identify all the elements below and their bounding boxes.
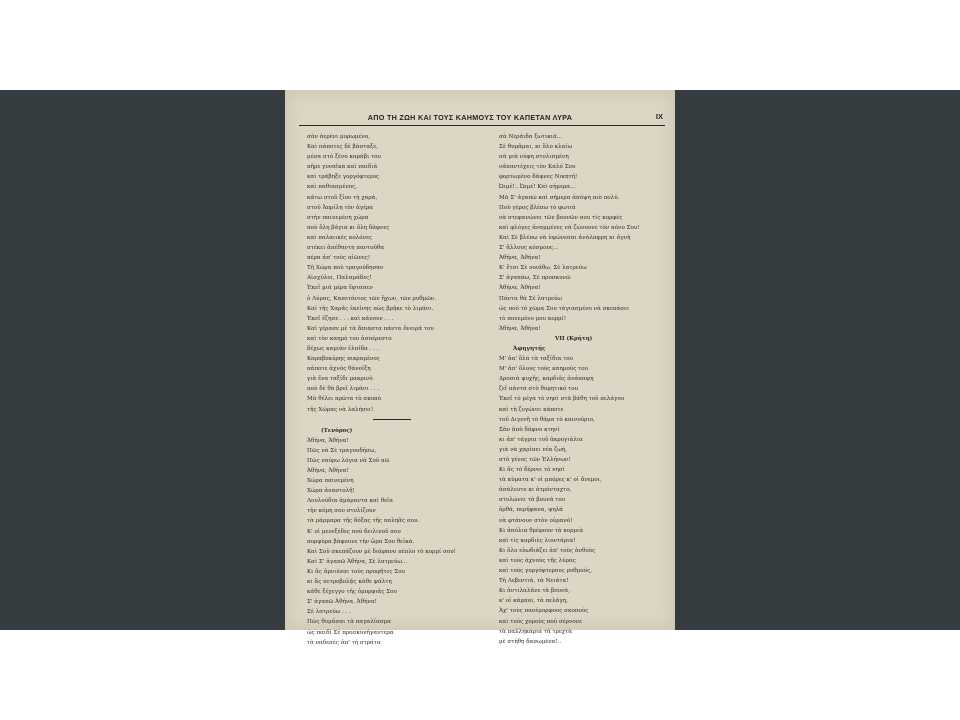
verse-line: Σὰν ἀπὸ δάφνο κτηνὶ	[499, 426, 560, 433]
chapter-heading: VII (Κρήτη)	[555, 335, 593, 342]
verse-line: κάτω στοῦ ξίου τὴ χαρά,	[307, 194, 378, 201]
verse-line: Καὶ Σὲ βλέπω νὰ ὑψώνεσαι ἀνάλαφρη κι ἁγνὴ	[499, 234, 631, 241]
verse-line: Πῶς ναύρω λόγια νὰ Σοῦ πῶ	[307, 457, 390, 464]
verse-line: Σὲ λατρεύω . . .	[307, 609, 351, 616]
verse-line: σὰν ἀερένι μυρωμένο,	[307, 134, 370, 140]
verse-line: πῆρε γυναῖκα καὶ παιδιὰ	[307, 164, 378, 171]
verse-line: καὶ παλαιικὲς κολόνες	[307, 234, 373, 241]
section-heading: (Τενόρος)	[321, 427, 353, 434]
verse-line: Χώρα ἀναστολῆ!	[307, 488, 355, 495]
right-verse-block	[499, 132, 679, 334]
verse-line: Σ' ἀγαπῶ Ἀθήνα, Ἀθήνα!	[307, 599, 377, 606]
page-number: IX	[655, 112, 663, 121]
verse-line: ὡς ποὺ τὸ χῶμα Σου τάγιασμένο νὰ σκεπάσει	[499, 305, 630, 312]
verse-line: Κι ἂς ἀρνιέσαι τοὺς προφῆτες Σου	[307, 568, 405, 575]
verse-line: τὸ πονεμένο μου κορμί!	[499, 315, 567, 322]
right-verse-block-2	[499, 354, 679, 647]
verse-line: Σ' ἀγαπάω, Σὲ προσκυνῶ	[499, 275, 571, 282]
verse-line: πέρα ἀπ' τοὺς αἰῶνες!	[307, 255, 371, 262]
verse-line: Ἀθήνα, Ἀθήνα!	[499, 255, 541, 262]
verse-line: γιὰ νὰ χαρίσει νέα ζωή,	[499, 446, 567, 453]
verse-line: νὰ φτάνουν στὸν οὐρανό!	[499, 517, 573, 524]
verse-line: Χώρα παινεμένη	[307, 478, 354, 485]
verse-line: τὰ παλληκάρια τὰ τρεχτὰ	[499, 628, 573, 635]
verse-line: τῆς Χώρας νὰ λαλήσει!	[307, 406, 374, 413]
verse-line: τὴν κόμη σου στολίζουν	[307, 508, 376, 515]
left-verse-block	[307, 132, 487, 415]
verse-line: στὴν παινεμένη χώρα	[307, 214, 369, 221]
verse-line: κ' οἱ κάμποι, τὰ πελάγη,	[499, 598, 568, 605]
section-heading-narrator: Ἀφηγητής	[513, 345, 546, 352]
verse-line: μέσα στὸ ξένο καράβι του	[307, 154, 381, 161]
verse-line: Καὶ γέρασε μὲ τὰ ἄπιαστα πάντα ὄνειρά του	[307, 325, 434, 332]
verse-line: μὲ στήθη δασωμένα!..	[499, 638, 562, 645]
verse-line: γιὰ ἕνα ταξίδι μακρινὸ	[307, 376, 373, 383]
verse-line: κι ἂς πετροβολᾷς κάθε ψάλτη	[307, 579, 392, 586]
section-divider	[373, 419, 411, 426]
verse-line: πορφύρα βάφουνε τὴν ὥρα Σου θεϊκά.	[307, 538, 415, 545]
verse-line: Κι ἀντιλαλᾶνε τὰ βουνά,	[499, 588, 570, 595]
verse-line: καὶ τὴ ζυγώνει κάποτε	[499, 406, 564, 413]
verse-line: Δροσιὰ ψυχῆς, καρδιᾶς ἀνάπαψη	[499, 376, 594, 383]
verse-line: στυλώνει τὰ βουνά του	[499, 497, 566, 504]
left-column	[307, 132, 487, 648]
verse-line: καὶ τὶς καρδιὲς λιοντάρια!	[499, 537, 576, 544]
verse-line: καὶ παθιασμένος,	[307, 184, 358, 191]
verse-line: στοῦ Ἀπρίλη τὸν ἀγέρα	[307, 204, 374, 211]
verse-line: Μ' ἀπ' ὅλα τὰ ταξίδια του	[499, 356, 574, 363]
verse-line: δέχως καμιὰν ἐλπίδα . . .	[307, 345, 379, 352]
verse-line: Τὴ Λεβεντιά, τὰ Νειάτα!	[499, 578, 569, 585]
verse-line: τὰ μάρμαρα τῆς δόξας τῆς παληᾶς σου.	[307, 518, 420, 525]
verse-line: Κι ἂς τὸ δέρνει τὸ νησὶ	[499, 467, 565, 474]
verse-line: φορτωμένο δάφνες Νικητή!	[499, 174, 578, 181]
verse-line: στὸ γένος τῶν Ἑλλήνων!	[499, 457, 571, 463]
verse-line: Κ' οἱ μενεξέδες ποὺ δειλινοῦ σου	[307, 528, 401, 535]
verse-line: Τὴ Χώρα ποὺ τραγούδησαν	[307, 265, 384, 272]
verse-line: ἀσάλευτο κι ἀτρόνταχτο,	[499, 487, 572, 494]
verse-line: Καὶ τῆς Χαρᾶς ἐκείνης πὼς βρῆκε τὸ λιμάνι.	[307, 305, 434, 312]
verse-line: Κι ἀπόλια θρέφουν τὰ κορμιὰ	[499, 527, 584, 534]
verse-line: Καραβοκύρης πικραμένος	[307, 356, 380, 363]
verse-line: Καὶ Σ' ἀγαπῶ Ἀθήνα, Σὲ λατρεύω...	[307, 558, 408, 565]
verse-line: Κ' ἔτσι Σὲ νοιάθω, Σὲ λατρεύω	[499, 265, 587, 272]
verse-line: καὶ φλόγες ἀναμμένες νὰ ζώνουνε τὸν πόνο Σου!	[499, 224, 640, 231]
verse-line: Ἀθήνα, Ἀθήνα!	[307, 437, 349, 444]
verse-line: Λουλούδια ἁμάραντα καὶ θεῖα	[307, 498, 394, 505]
verse-line: κάθε ξέχεγγο τῆς ὀμορφιᾶς Σου	[307, 589, 397, 596]
verse-line: Μὰ Σ' ἀγαπῶ καὶ σήμερα ἀπόψη πιὸ πολύ.	[499, 194, 620, 201]
verse-line: ποὺ δὲ θὰ βρεῖ λιμάνι . . .	[307, 386, 380, 393]
verse-line: τὰ ναδεσὲς ἀπ' τὴ στράτα	[307, 639, 381, 646]
verse-line: νὰ στεφανώνει τῶν βουνῶν σου τὶς κορφὲς	[499, 214, 623, 221]
verse-line: καὶ τὸν καημὸ του ἀσπέρεστο	[307, 335, 392, 342]
verse-line: καὶ τράβηξε γοργόφτερος	[307, 174, 380, 181]
verse-line: Ἀχ' τοὺς πανέμορφους σκοπούς	[499, 608, 589, 615]
verse-line: Ἀθήνα, Ἀθήνα!	[499, 325, 541, 332]
verse-line: Σὲ θυμᾶμαι, κι ὅλο κλαίω	[499, 144, 573, 151]
verse-line: καὶ τοὺς χοροὺς ποὺ σέρνονε	[499, 618, 583, 625]
verse-line: Καὶ Σοῦ σκεπάζουν μὲ διάφανο πέπλο τὸ κορμί σου!	[307, 548, 456, 555]
verse-line: Πῶς θυμᾶσαι τὰ παγαλίασμα	[307, 619, 392, 626]
verse-line: Ποὺ γέρος βλέπω τὸ φωτιὰ	[499, 204, 576, 211]
verse-line: Ἀθήνα, Ἀθήνα!	[499, 285, 541, 292]
verse-line: στέκει ἀπέθαντη παντοῦθα	[307, 245, 385, 252]
verse-line: Ἐκεῖ τὸ μέγα τὸ νησὶ στὰ βάθη τοῦ πελάγου	[499, 396, 625, 403]
verse-line: τοῦ Διγενῆ τὸ θάμα τὸ καινούριο,	[499, 416, 595, 423]
verse-line: καὶ τοὺς ἀχνοὺς τῆς λύρας	[499, 557, 576, 564]
verse-line: τὰ κύματα κ' οἱ μπόρες κ' οἱ ἄνεμοι,	[499, 477, 602, 484]
verse-line: κι ἀπ' τάγρια τοῦ ἀκρογιάλια	[499, 436, 583, 443]
verse-line: Μὰ θέλει πρῶτα τὸ σκοπὸ	[307, 396, 382, 403]
verse-line: Ἀθήνα, Ἀθήνα!	[307, 468, 349, 474]
verse-line: ὀρθά, περήφανα, ψηλά	[499, 507, 564, 514]
verse-line: νἀπαντέχεις τὸν Καλό Σου	[499, 164, 576, 171]
verse-line: Ὠιμέ!.. Ὠιμέ! Καὶ σήμερα...	[499, 184, 576, 191]
left-verse-block-2	[307, 436, 487, 648]
verse-line: Αἰσχύλοι, Παλαμάδες!	[307, 275, 372, 282]
verse-line: σὰ Νεράιδα ξωτικιά...	[499, 134, 563, 140]
verse-line: Καὶ πάποτες δὲ βάσταξε,	[307, 144, 378, 151]
right-column	[499, 132, 679, 647]
verse-line: Κι ὅλο εὐωδιάζει ἀπ' τοὺς ἀνθοὺς	[499, 547, 596, 554]
verse-line: ὡς παιδὶ Σὲ προσκυνήγαντερα	[307, 629, 394, 636]
verse-line: πάποτε ἀχνὸς θάνοίξη	[307, 366, 371, 373]
verse-line: Πάντα θὰ Σὲ λατρεύω	[499, 295, 562, 302]
verse-line: Μ' ἀπ' ὅλους τοὺς καημοὺς του	[499, 366, 588, 373]
verse-line: ὁ Λύρας, Καπετάνιος τῶν ἤχων, τῶν ρυθμῶν.	[307, 295, 436, 302]
verse-line: σὰ μιὰ νύφη στολισμένη	[499, 154, 569, 161]
verse-line: καὶ τοὺς γοργόφτερους ρυθμούς,	[499, 568, 592, 575]
verse-line: ζεῖ πάντα στὸ θυμητικό του	[499, 386, 579, 393]
verse-line: Πῶς νὰ Σὲ τραγουδήσω,	[307, 447, 377, 454]
verse-line: Ἐκεῖ μιὰ μέρα ἔφτασεν	[307, 285, 373, 292]
running-header	[299, 113, 665, 126]
header-title: ΑΠΟ ΤΗ ΖΩΗ ΚΑΙ ΤΟΥΣ ΚΑΗΜΟΥΣ ΤΟΥ ΚΑΠΕΤΑΝ ΛΥΡΑ	[367, 113, 573, 122]
verse-line: Ἐκεῖ ἔζησε . . . καὶ κάνουν . . .	[307, 315, 394, 322]
scanned-book-page	[285, 90, 675, 646]
verse-line: ποὺ ὅλη βάγια κι ὅλη δάφνες	[307, 224, 390, 231]
verse-line: Σ' ἄλλους κόσμους...	[499, 245, 559, 252]
